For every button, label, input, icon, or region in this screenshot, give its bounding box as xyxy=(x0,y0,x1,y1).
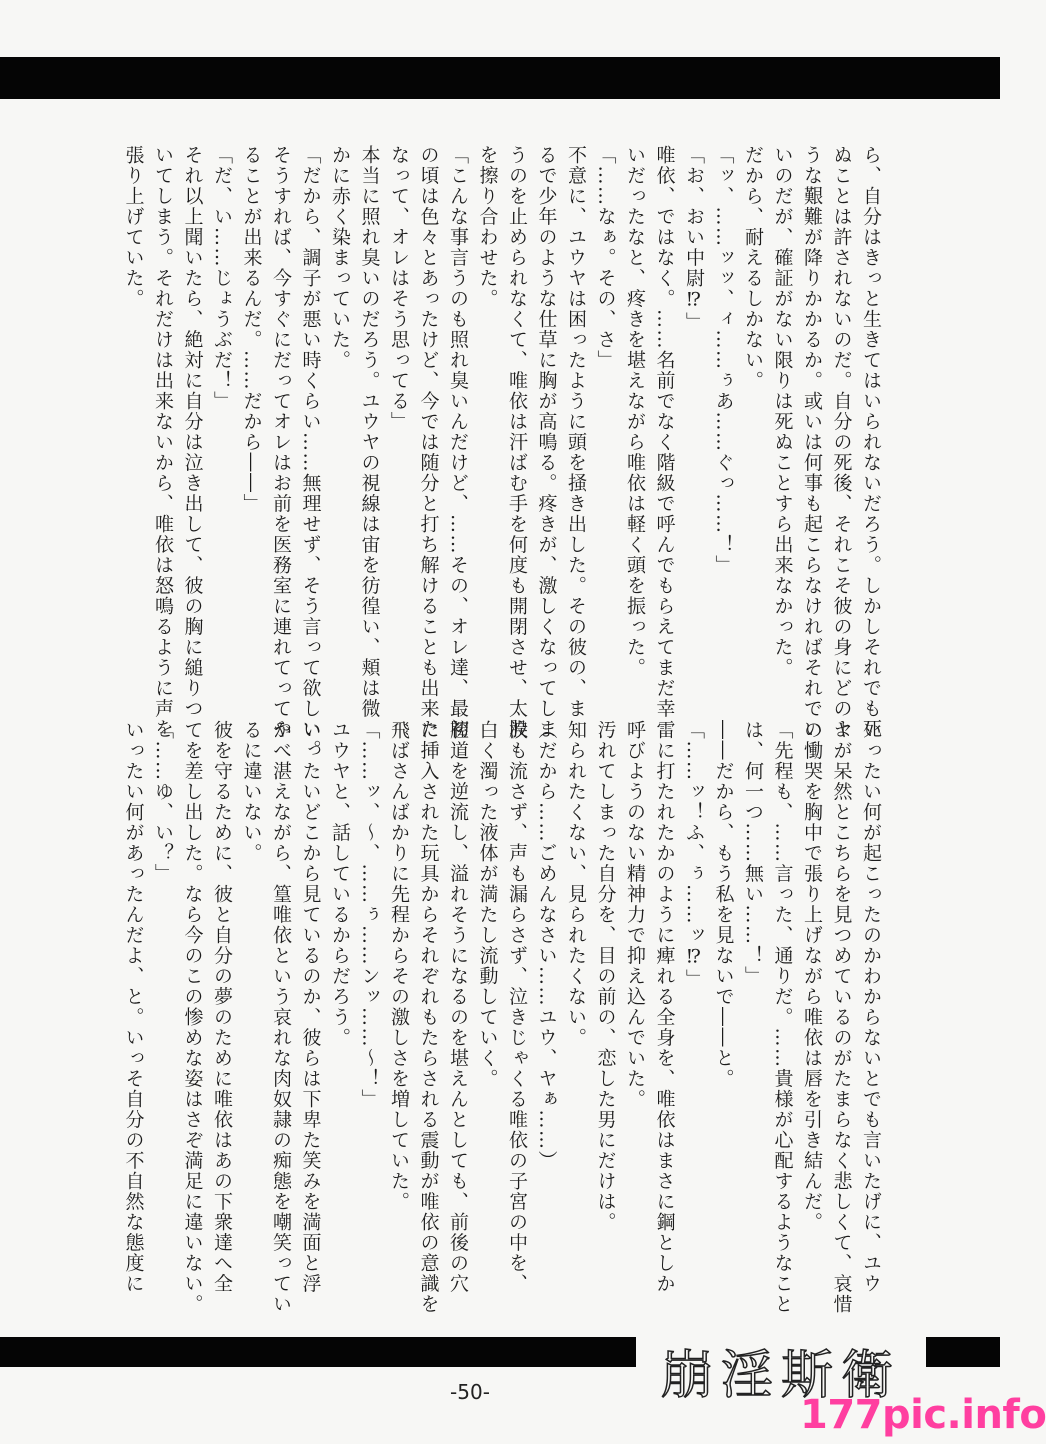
upper-line: 不意に、ユウヤは困ったように頭を掻き出した。その彼の、ま xyxy=(565,145,587,719)
lower-line: かべ湛えながら、篁唯依という哀れな肉奴隷の痴態を嘲笑ってい xyxy=(270,720,292,1315)
upper-line: なって、オレはそう思ってる」 xyxy=(388,145,410,432)
lower-line: の慟哭を胸中で張り上げながら唯依は唇を引き結んだ。 xyxy=(801,720,823,1233)
upper-line: いてしまう。それだけは出来ないから、唯依は怒鳴るように声を xyxy=(152,145,174,740)
upper-line: 「こんな事言うのも照れ臭いんだけど、……その、オレ達、最初 xyxy=(447,145,469,740)
lower-line: ユウヤと、話しているからだろう。 xyxy=(329,720,351,1048)
upper-line: うな艱難が降りかかるか。或いは何事も起こらなければそれでい xyxy=(801,145,823,740)
upper-line: 「お、おい中尉⁉」 xyxy=(683,145,705,333)
upper-line: そうすれば、今すぐにだってオレはお前を医務室に連れてってや xyxy=(270,145,292,740)
upper-line: るで少年のような仕草に胸が高鳴る。疼きが、激しくなってしま xyxy=(535,145,558,740)
lower-line: 膣道を逆流し、溢れそうになるのを堪えんとしても、前後の穴 xyxy=(447,720,469,1294)
upper-line: 張り上げていた。 xyxy=(122,145,145,309)
upper-line: かに赤く染まっていた。 xyxy=(329,145,351,371)
lower-line: 知られたくない、見られたくない。 xyxy=(565,720,587,1048)
upper-text-block xyxy=(118,145,885,760)
page-number: -50- xyxy=(450,1380,490,1404)
lower-line: てを差し出した。なら今のこの惨めな姿はさぞ満足に違いない。 xyxy=(181,720,204,1315)
lower-line: に挿入された玩具からそれぞれもたらされる震動が唯依の意識を xyxy=(417,720,440,1315)
lower-line: 汚れてしまった自分を、目の前の、恋した男にだけは。 xyxy=(594,720,617,1233)
upper-line: ぬことは許されないのだ。自分の死後、それこそ彼の身にどのよ xyxy=(830,145,853,740)
lower-line: いったいどこから見ているのか、彼らは下卑た笑みを満面と浮 xyxy=(299,720,322,1294)
lower-line: 涙も流さず、声も漏らさず、泣きじゃくる唯依の子宮の中を、 xyxy=(506,720,528,1294)
site-watermark: 177pic.info xyxy=(800,1392,1046,1438)
lower-line: いったい何が起こったのかわからないとでも言いたげに、ユウ xyxy=(860,720,882,1294)
title-logo: 崩淫斯衛 xyxy=(636,1330,926,1410)
top-black-bar xyxy=(0,57,1000,99)
upper-line: いだったなと、疼きを堪えながら唯依は軽く頭を振った。 xyxy=(624,145,646,678)
lower-line: 呼びようのない精神力で抑え込んでいた。 xyxy=(624,720,646,1110)
upper-line: 本当に照れ臭いのだろう。ユウヤの視線は宙を彷徨い、頬は微 xyxy=(358,145,381,719)
lower-line: 白く濁った液体が満たし流動していく。 xyxy=(476,720,499,1089)
upper-line: 「だから、調子が悪い時くらい……無理せず、そう言って欲しい。 xyxy=(299,145,322,760)
upper-line: 「だ、い……じょうぶだ！」 xyxy=(211,145,233,412)
lower-line: ヤが呆然とこちらを見つめているのがたまらなく悲しくて、哀惜 xyxy=(830,720,853,1315)
lower-line: るに違いない。 xyxy=(240,720,263,864)
upper-line: を擦り合わせた。 xyxy=(476,145,499,309)
upper-line: うのを止められなくて、唯依は汗ばむ手を何度も開閉させ、太股 xyxy=(506,145,528,740)
lower-line: ――だから、もう私を見ないで――と。 xyxy=(712,720,735,1089)
lower-text-block xyxy=(118,720,885,1315)
upper-line: 「……なぁ。その、さ」 xyxy=(594,145,617,371)
lower-line: （だから……ごめんなさい……ユウ、ヤぁ……） xyxy=(535,720,558,1171)
lower-line: 飛ばさんばかりに先程からその激しさを増していた。 xyxy=(388,720,410,1212)
upper-line: 「ッ、……ッッ、ィ……ぅあ……ぐっ……！」 xyxy=(712,145,735,576)
upper-line: それ以上聞いたら、絶対に自分は泣き出して、彼の胸に縋りつ xyxy=(181,145,204,719)
lower-line: 「……ッ！ふ、ぅ……ッ⁉」 xyxy=(683,720,705,990)
lower-line: は、何一つ……無い……！」 xyxy=(742,720,764,987)
lower-line: 雷に打たれたかのように痺れる全身を、唯依はまさに鋼としか xyxy=(653,720,676,1294)
lower-line: 「先程も、……言った、通りだ。……貴様が心配するようなこと xyxy=(771,720,794,1315)
lower-line: いったい何があったんだよ、と。いっそ自分の不自然な態度に xyxy=(122,720,145,1294)
upper-line: ることが出来るんだ。……だから――」 xyxy=(240,145,263,514)
lower-line: 「……ッ、～、……ぅ……ンッ……～！」 xyxy=(358,720,381,1110)
upper-line: 唯依、ではなく。……名前でなく階級で呼んでもらえてまだ幸 xyxy=(653,145,676,719)
upper-line: いのだが、確証がない限りは死ぬことすら出来なかった。 xyxy=(771,145,794,678)
lower-line: 「……ゆ、い？」 xyxy=(152,720,174,884)
upper-line: だから、耐えるしかない。 xyxy=(742,145,764,391)
lower-line: 彼を守るために、彼と自分の夢のために唯依はあの下衆達へ全 xyxy=(211,720,233,1294)
upper-line: の頃は色々とあったけど、今では随分と打ち解けることも出来た xyxy=(417,145,440,740)
upper-line: ら、自分はきっと生きてはいられないだろう。しかしそれでも死 xyxy=(860,145,882,740)
